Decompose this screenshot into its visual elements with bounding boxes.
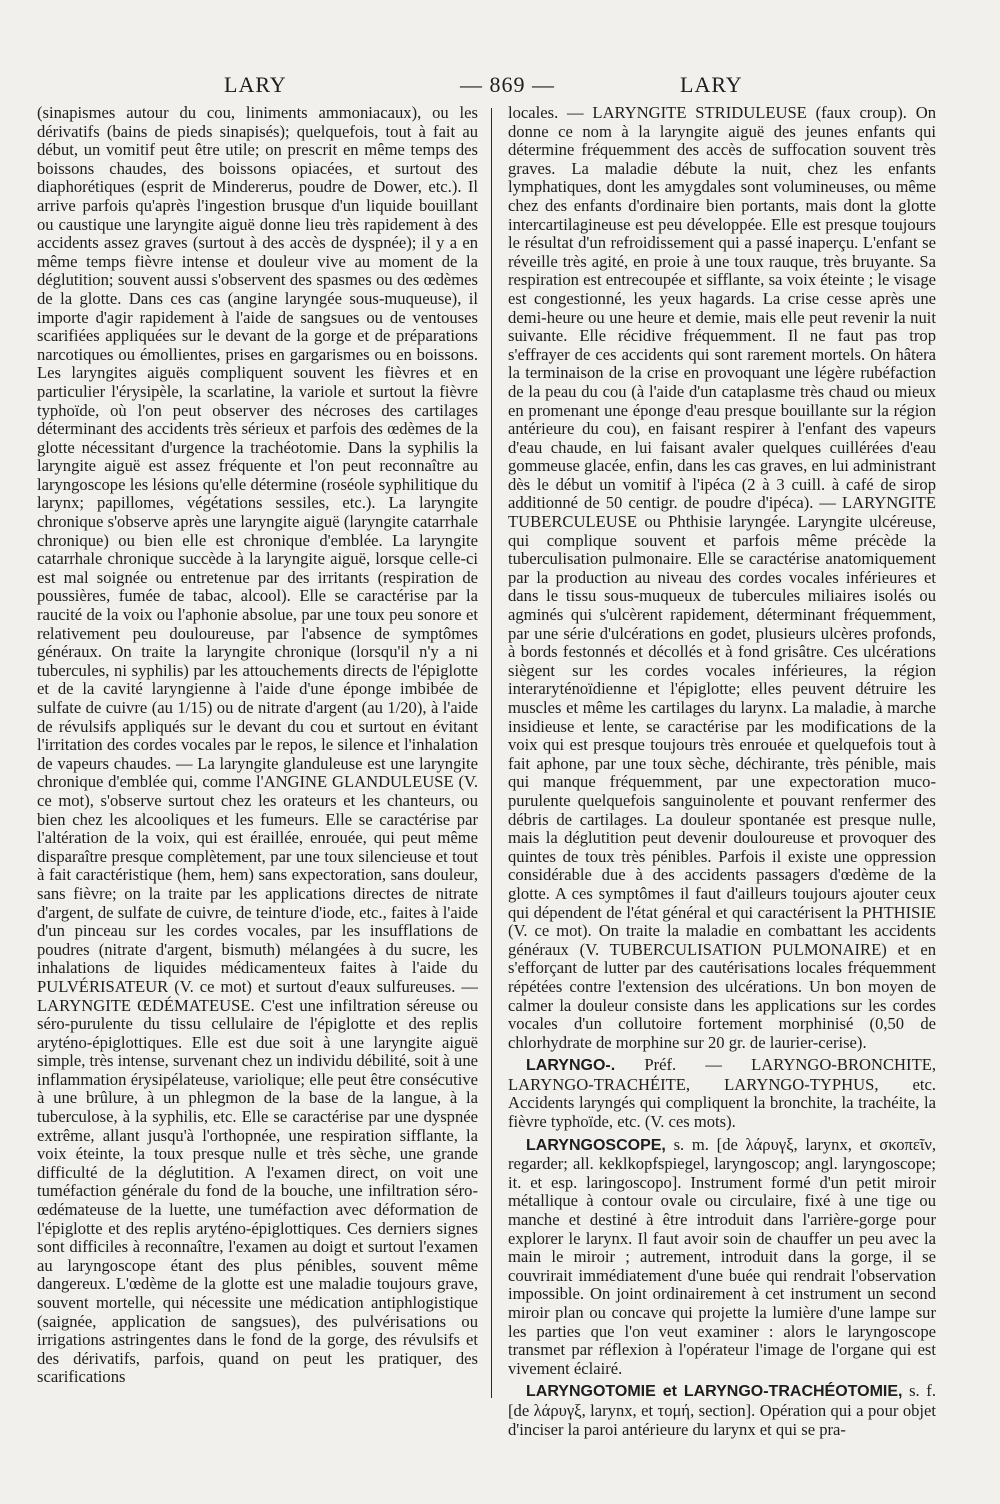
entry-laryngo [508, 1056, 936, 1131]
entry-laryngo-headword: LARYNGO-. [526, 1057, 616, 1075]
entry-laryngotomie-text: s. f. [de λάρυγξ, larynx, et τομή, section]. Opération qui a pour objet d'inciser la paroi antérieure du larynx et qui se pra- [508, 1381, 936, 1439]
entry-laryngoscope-text: s. m. [de λάρυγξ, larynx, et σκοπεῖν, regarder; all. keklkopfspiegel, laryngoscop; angl. laryngoscope; it. et esp. laringoscopo]. Instrument formé d'un petit miroir métallique à contour ovale ou circulaire, fixé à une tige ou manche et destiné à être introduit dans l'arrière-gorge pour explorer le larynx. Il faut avoir soin de chauffer un peu avec la main le miroir ; autrement, introduit dans la gorge, il se couvrirait immédiatement d'une buée qui rendrait l'observation impossible. On joint ordinairement à cet instrument un second miroir plan ou concave qui projette la lumière d'une lampe sur les parties que l'on veut examiner : alors le laryngoscope transmet par réflexion à l'opérateur l'image de l'organe qui est vivement éclairé. [508, 1134, 936, 1378]
entry-laryngotomie [508, 1382, 936, 1439]
running-header [0, 72, 1000, 104]
header-right-keyword: LARY [680, 72, 743, 97]
right-column [508, 104, 936, 1439]
header-left-keyword: LARY [224, 72, 287, 97]
entry-laryngoscope [508, 1136, 936, 1379]
right-paragraph: locales. — LARYNGITE STRIDULEUSE (faux croup). On donne ce nom à la laryngite aiguë des jeunes enfants qui détermine fréquemment des accès de suffocation souvent très graves. La maladie débute la nuit, chez les enfants lymphatiques, dont les amygdales sont volumineuses, ou même chez des enfants d'ordinaire bien portants, mais dont la glotte intercartilagineuse est peu développée. Elle est presque toujours le résultat d'un refroidissement qui a passé inaperçu. L'enfant se réveille très agité, en proie à une toux rauque, très bruyante. Sa respiration est entrecoupée et sifflante, sa voix éteinte ; le visage est congestionné, les yeux hagards. La crise cesse après une demi-heure ou une heure et demie, mais elle peut revenir la nuit suivante. Elle récidive fréquemment. Il ne faut pas trop s'effrayer de ces accidents qui sont rarement mortels. On hâtera la terminaison de la crise en provoquant une légère rubéfaction de la peau du cou (à l'aide d'un cataplasme très chaud ou mieux en promenant une éponge d'eau presque bouillante sur la région antérieure du cou), en faisant respirer à l'enfant des vapeurs d'eau chaude, en lui faisant avaler quelques cuillérées d'eau gommeuse glacée, enfin, dans les cas graves, en lui administrant dès le début un vomitif à l'ipéca (2 à 3 cuill. à café de sirop additionné de 50 centigr. de poudre d'ipéca). — LARYNGITE TUBERCULEUSE ou Phthisie laryngée. Laryngite ulcéreuse, qui complique souvent et parfois même précède la tuberculisation pulmonaire. Elle se caractérise anatomiquement par la production au niveau des cordes vocales inférieures et dans le tissu sous-muqueux de tubercules miliaires isolés ou agminés qui s'ulcèrent rapidement, déterminant fréquemment, par une série d'ulcérations en godet, plusieurs ulcères profonds, à bords festonnés et décollés et à fond grisâtre. Ces ulcérations siègent sur les cordes vocales inférieures, la région interaryténoïdienne et l'épiglotte; elles peuvent détruire les muscles et même les cartilages du larynx. La maladie, à marche insidieuse et lente, se caractérise par les modifications de la voix qui est presque toujours très enrouée et quelquefois tout à fait aphone, par une toux sèche, déchirante, très pénible, mais qui manque fréquemment, par une expectoration muco-purulente quelquefois sanguinolente et pouvant renfermer des débris de cartilages. La douleur spontanée est presque nulle, mais la déglutition peut devenir douloureuse et provoquer des quintes de toux très pénibles. Parfois il existe une oppression considérable due à des accidents passagers d'œdème de la glotte. A ces symptômes il faut d'ailleurs toujours ajouter ceux qui dépendent de l'état général et qui caractérisent la PHTHISIE (V. ce mot). On traite la maladie en combattant les accidents généraux (V. TUBERCULISATION PULMONAIRE) et en s'efforçant de lutter par des cautérisations locales fréquemment répétées contre l'extension des ulcérations. Un bon moyen de calmer la douleur consiste dans les applications sur les cordes vocales d'un collutoire fortement morphinisé (0,50 de chlorhydrate de morphine sur 20 gr. de laurier-cerise). [508, 103, 936, 1052]
page-number: — 869 — [460, 72, 555, 97]
entry-laryngotomie-headword: LARYNGOTOMIE et LARYNGO-TRACHÉOTOMIE, [526, 1383, 903, 1401]
left-paragraph: (sinapismes autour du cou, liniments ammoniacaux), ou les dérivatifs (bains de pieds sinapisés); quelquefois, tout à fait au début, un vomitif peut être utile; on prescrit en même temps des boissons chaudes, des boissons opiacées, et surtout des diaphorétiques (esprit de Mindererus, poudre de Dower, etc.). Il arrive parfois qu'après l'ingestion brusque d'un liquide bouillant ou caustique une laryngite aiguë donne lieu très rapidement à des accidents assez graves (surtout à des accès de dyspnée); il y a en même temps fièvre intense et douleur vive au moment de la déglutition; souvent aussi s'observent des spasmes ou des œdèmes de la glotte. Dans ces cas (angine laryngée sous-muqueuse), il importe d'agir rapidement à l'aide de sangsues ou de ventouses scarifiées appliquées sur le devant de la gorge et de préparations narcotiques ou émollientes, prises en gargarismes ou en boissons. Les laryngites aiguës compliquent souvent les fièvres et en particulier l'érysipèle, la scarlatine, la variole et surtout la fièvre typhoïde, où l'on peut observer des nécroses des cartilages déterminant des accidents très sérieux et parfois des œdèmes de la glotte nécessitant d'urgence la trachéotomie. Dans la syphilis la laryngite aiguë est assez fréquente et l'on peut reconnaître au laryngoscope les lésions qu'elle détermine (roséole syphilitique du larynx; papillomes, végétations sessiles, etc.). La laryngite chronique s'observe après une laryngite aiguë (laryngite catarrhale chronique) ou bien elle est chronique d'emblée. La laryngite catarrhale chronique succède à la laryngite aiguë, lorsque celle-ci est mal soignée ou entretenue par des irritants (respiration de poussières, fumée de tabac, alcool). Elle se caractérise par la raucité de la voix ou l'aphonie absolue, par une toux peu sonore et relativement peu douloureuse, par l'absence de symptômes généraux. On traite la laryngite chronique (lorsqu'il n'y a ni tubercules, ni syphilis) par les attouchements directs de l'épiglotte et de la cavité laryngienne à l'aide d'une éponge imbibée de sulfate de cuivre (au 1/15) ou de nitrate d'argent (au 1/20), à l'aide de révulsifs appliqués sur le devant du cou et surtout en évitant l'irritation des cordes vocales par le repos, le silence et l'inhalation de vapeurs chaudes. — La laryngite glanduleuse est une laryngite chronique d'emblée qui, comme l'ANGINE GLANDULEUSE (V. ce mot), s'observe surtout chez les orateurs et les chanteurs, ou bien chez les alcooliques et les fumeurs. Elle se caractérise par l'altération de la voix, qui est éraillée, enrouée, qui peut même disparaître presque complètement, par une toux silencieuse et tout à fait caractéristique (hem, hem) sans expectoration, sans douleur, sans fièvre; on la traite par les applications directes de nitrate d'argent, de sulfate de cuivre, de teinture d'iode, etc., faites à l'aide d'un pinceau sur les cordes vocales, par les insufflations de poudres (nitrate d'argent, bismuth) mélangées à du sucre, les inhalations de liquides médicamenteux faites à l'aide du PULVÉRISATEUR (V. ce mot) et surtout d'eaux sulfureuses. — LARYNGITE ŒDÉMATEUSE. C'est une infiltration séreuse ou séro-purulente du tissu cellulaire de l'épiglotte et des replis aryténo-épiglottiques. Elle est due soit à une laryngite aiguë simple, très intense, survenant chez un individu débilité, soit à une inflammation érysipélateuse, variolique; elle peut être consécutive à une brûlure, à un phlegmon de la base de la langue, à la tuberculose, à la syphilis, etc. Elle se caractérise par une dyspnée extrême, allant jusqu'à l'orthopnée, une respiration sifflante, la voix éteinte, la toux presque nulle et très sèche, une grande difficulté de la déglutition. A l'examen direct, on voit une tuméfaction générale du fond de la bouche, une infiltration séro-œdémateuse de la luette, une tuméfaction avec déformation de l'épiglotte et des replis aryténo-épiglottiques. Ces derniers signes sont difficiles à reconnaître, l'examen au doigt et surtout l'examen au laryngoscope étant des plus pénibles, souvent même dangereux. L'œdème de la glotte est une maladie toujours grave, souvent mortelle, qui nécessite une médication antiphlogistique (saignée, application de sangsues), des pulvérisations ou irrigations astringentes dans le fond de la gorge, des révulsifs et des dérivatifs, parfois, quand on peut les pratiquer, des scarifications [37, 103, 479, 1387]
left-column [37, 104, 478, 1387]
entry-laryngoscope-headword: LARYNGOSCOPE, [526, 1136, 666, 1154]
entry-laryngo-text: Préf. — LARYNGO-BRONCHITE, LARYNGO-TRACHÉITE, LARYNGO-TYPHUS, etc. Accidents laryngés qui compliquent la bronchite, la trachéite, la fièvre typhoïde, etc. (V. ces mots). [508, 1055, 936, 1132]
column-divider [491, 108, 492, 1398]
